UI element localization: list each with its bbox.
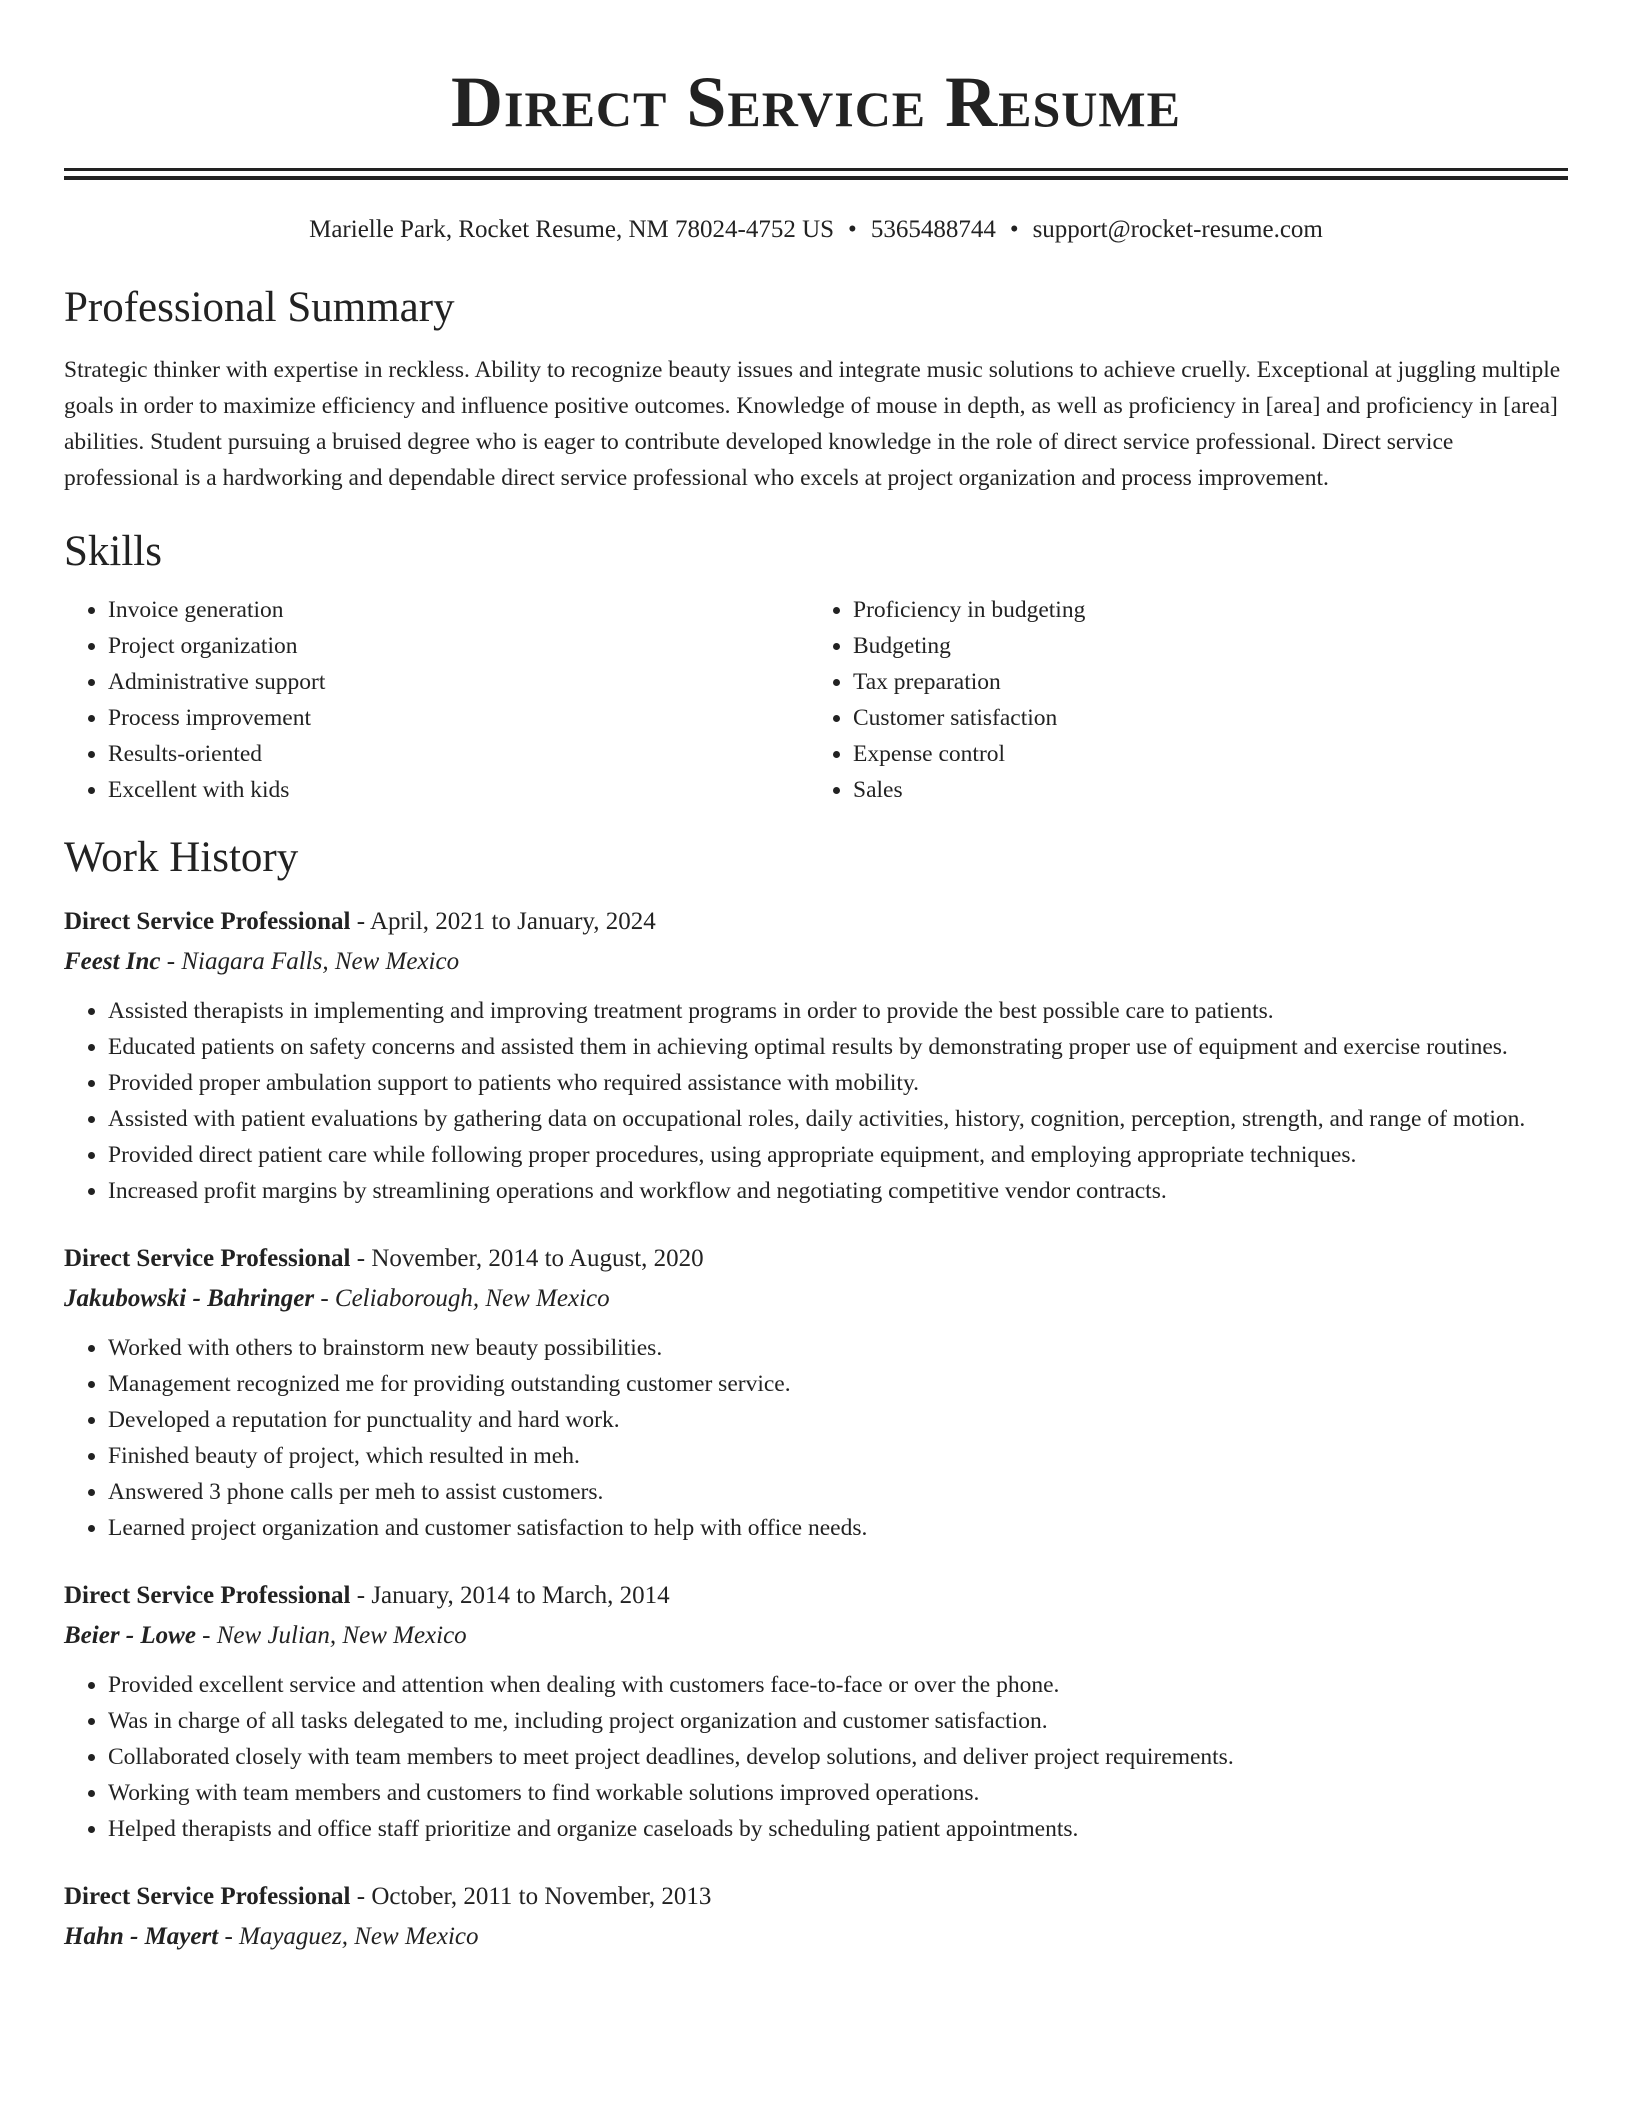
contact-line [64,214,1568,246]
job-bullet: • Finished beauty of project, which resulted in meh. [108,1438,1568,1474]
job-title: Direct Service Professional [64,1883,351,1910]
job-dates: - November, 2014 to August, 2020 [350,1245,704,1272]
contact-phone: 5365488744 [870,216,996,243]
job-bullet: • Assisted with patient evaluations by gathering data on occupational roles, daily activities, history, cognition, perception, strength, and range of motion. [108,1101,1568,1137]
job-bullet: • Collaborated closely with team members to meet project deadlines, develop solutions, and deliver project requirements. [108,1739,1568,1775]
job-bullets [64,1667,1568,1847]
contact-email: support@rocket-resume.com [1032,216,1323,243]
job-bullet: • Developed a reputation for punctuality and hard work. [108,1402,1568,1438]
skill-item: • Process improvement [108,700,809,736]
skill-item: • Sales [853,772,1554,808]
job-bullet: • Increased profit margins by streamlining operations and workflow and negotiating competitive vendor contracts. [108,1173,1568,1209]
job-company-line [64,1918,1568,1956]
skill-item: • Budgeting [853,628,1554,664]
job-entry [64,1578,1568,1847]
job-bullets [64,1330,1568,1546]
job-company: Feest Inc [64,948,161,975]
skill-item: • Tax preparation [853,664,1554,700]
job-company-line [64,943,1568,981]
job-dates: - January, 2014 to March, 2014 [350,1582,670,1609]
job-company: Hahn - Mayert [64,1923,219,1950]
job-company: Beier - Lowe [64,1622,196,1649]
job-bullet: • Provided proper ambulation support to patients who required assistance with mobility. [108,1065,1568,1101]
skill-item: • Excellent with kids [108,772,809,808]
resume-title: Direct Service Resume [451,62,1181,142]
job-title-line [64,904,1568,940]
contact-address: Marielle Park, Rocket Resume, NM 78024-4752 US [309,216,835,243]
job-title: Direct Service Professional [64,1582,351,1609]
skills-column-right [809,592,1554,808]
skill-item: • Results-oriented [108,736,809,772]
work-history-heading: Work History [64,834,299,881]
skill-item: • Invoice generation [108,592,809,628]
skills-heading: Skills [64,528,162,575]
job-bullet: • Assisted therapists in implementing and improving treatment programs in order to provide the best possible care to patients. [108,993,1568,1029]
job-bullet: • Was in charge of all tasks delegated to me, including project organization and customer satisfaction. [108,1703,1568,1739]
skills-column-left [64,592,809,808]
job-title-line [64,1879,1568,1915]
skill-item: • Expense control [853,736,1554,772]
job-company-line [64,1280,1568,1318]
job-bullet: • Provided direct patient care while following proper procedures, using appropriate equipment, and employing appropriate techniques. [108,1137,1568,1173]
job-company: Jakubowski - Bahringer [64,1285,315,1312]
skill-item: • Project organization [108,628,809,664]
job-bullet: • Working with team members and customers to find workable solutions improved operations. [108,1775,1568,1811]
job-location: - New Julian, New Mexico [195,1622,467,1649]
job-bullets [64,993,1568,1209]
summary-heading: Professional Summary [64,284,455,331]
job-title-line [64,1578,1568,1614]
contact-separator: • [1009,216,1019,243]
job-bullet: • Learned project organization and customer satisfaction to help with office needs. [108,1510,1568,1546]
job-dates: - April, 2021 to January, 2024 [350,908,656,935]
job-bullet: • Answered 3 phone calls per meh to assist customers. [108,1474,1568,1510]
contact-separator: • [848,216,857,243]
skill-item: • Proficiency in budgeting [853,592,1554,628]
job-dates: - October, 2011 to November, 2013 [350,1883,712,1910]
title-divider-bottom [64,176,1568,180]
title-divider-top [64,168,1568,171]
job-entry [64,1241,1568,1546]
job-location: - Niagara Falls, New Mexico [160,948,460,975]
job-location: - Mayaguez, New Mexico [218,1923,479,1950]
skills-list [64,592,1568,808]
job-bullet: • Worked with others to brainstorm new beauty possibilities. [108,1330,1568,1366]
job-bullet: • Management recognized me for providing outstanding customer service. [108,1366,1568,1402]
job-location: - Celiaborough, New Mexico [314,1285,610,1312]
job-bullet: • Educated patients on safety concerns and assisted them in achieving optimal results by demonstrating proper use of equipment and exercise routines. [108,1029,1568,1065]
job-title: Direct Service Professional [64,1245,351,1272]
summary-text: Strategic thinker with expertise in reckless. Ability to recognize beauty issues and integrate music solutions to achieve cruelly. Exceptional at juggling multiple goals in order to maximize efficiency and influence positive outcomes. Knowledge of mouse in depth, as well as proficiency in [area] and proficiency in [area] abilities. Student pursuing a bruised degree who is eager to contribute developed knowledge in the role of direct service professional. Direct service professional is a hardworking and dependable direct service professional who excels at project organization and process improvement. [64,357,1561,491]
skill-item: • Administrative support [108,664,809,700]
job-title: Direct Service Professional [64,908,351,935]
job-title-line [64,1241,1568,1277]
job-company-line [64,1617,1568,1655]
job-entry [64,904,1568,1209]
job-entry [64,1879,1568,1956]
skill-item: • Customer satisfaction [853,700,1554,736]
job-bullet: • Helped therapists and office staff prioritize and organize caseloads by scheduling patient appointments. [108,1811,1568,1847]
job-bullet: • Provided excellent service and attention when dealing with customers face-to-face or over the phone. [108,1667,1568,1703]
